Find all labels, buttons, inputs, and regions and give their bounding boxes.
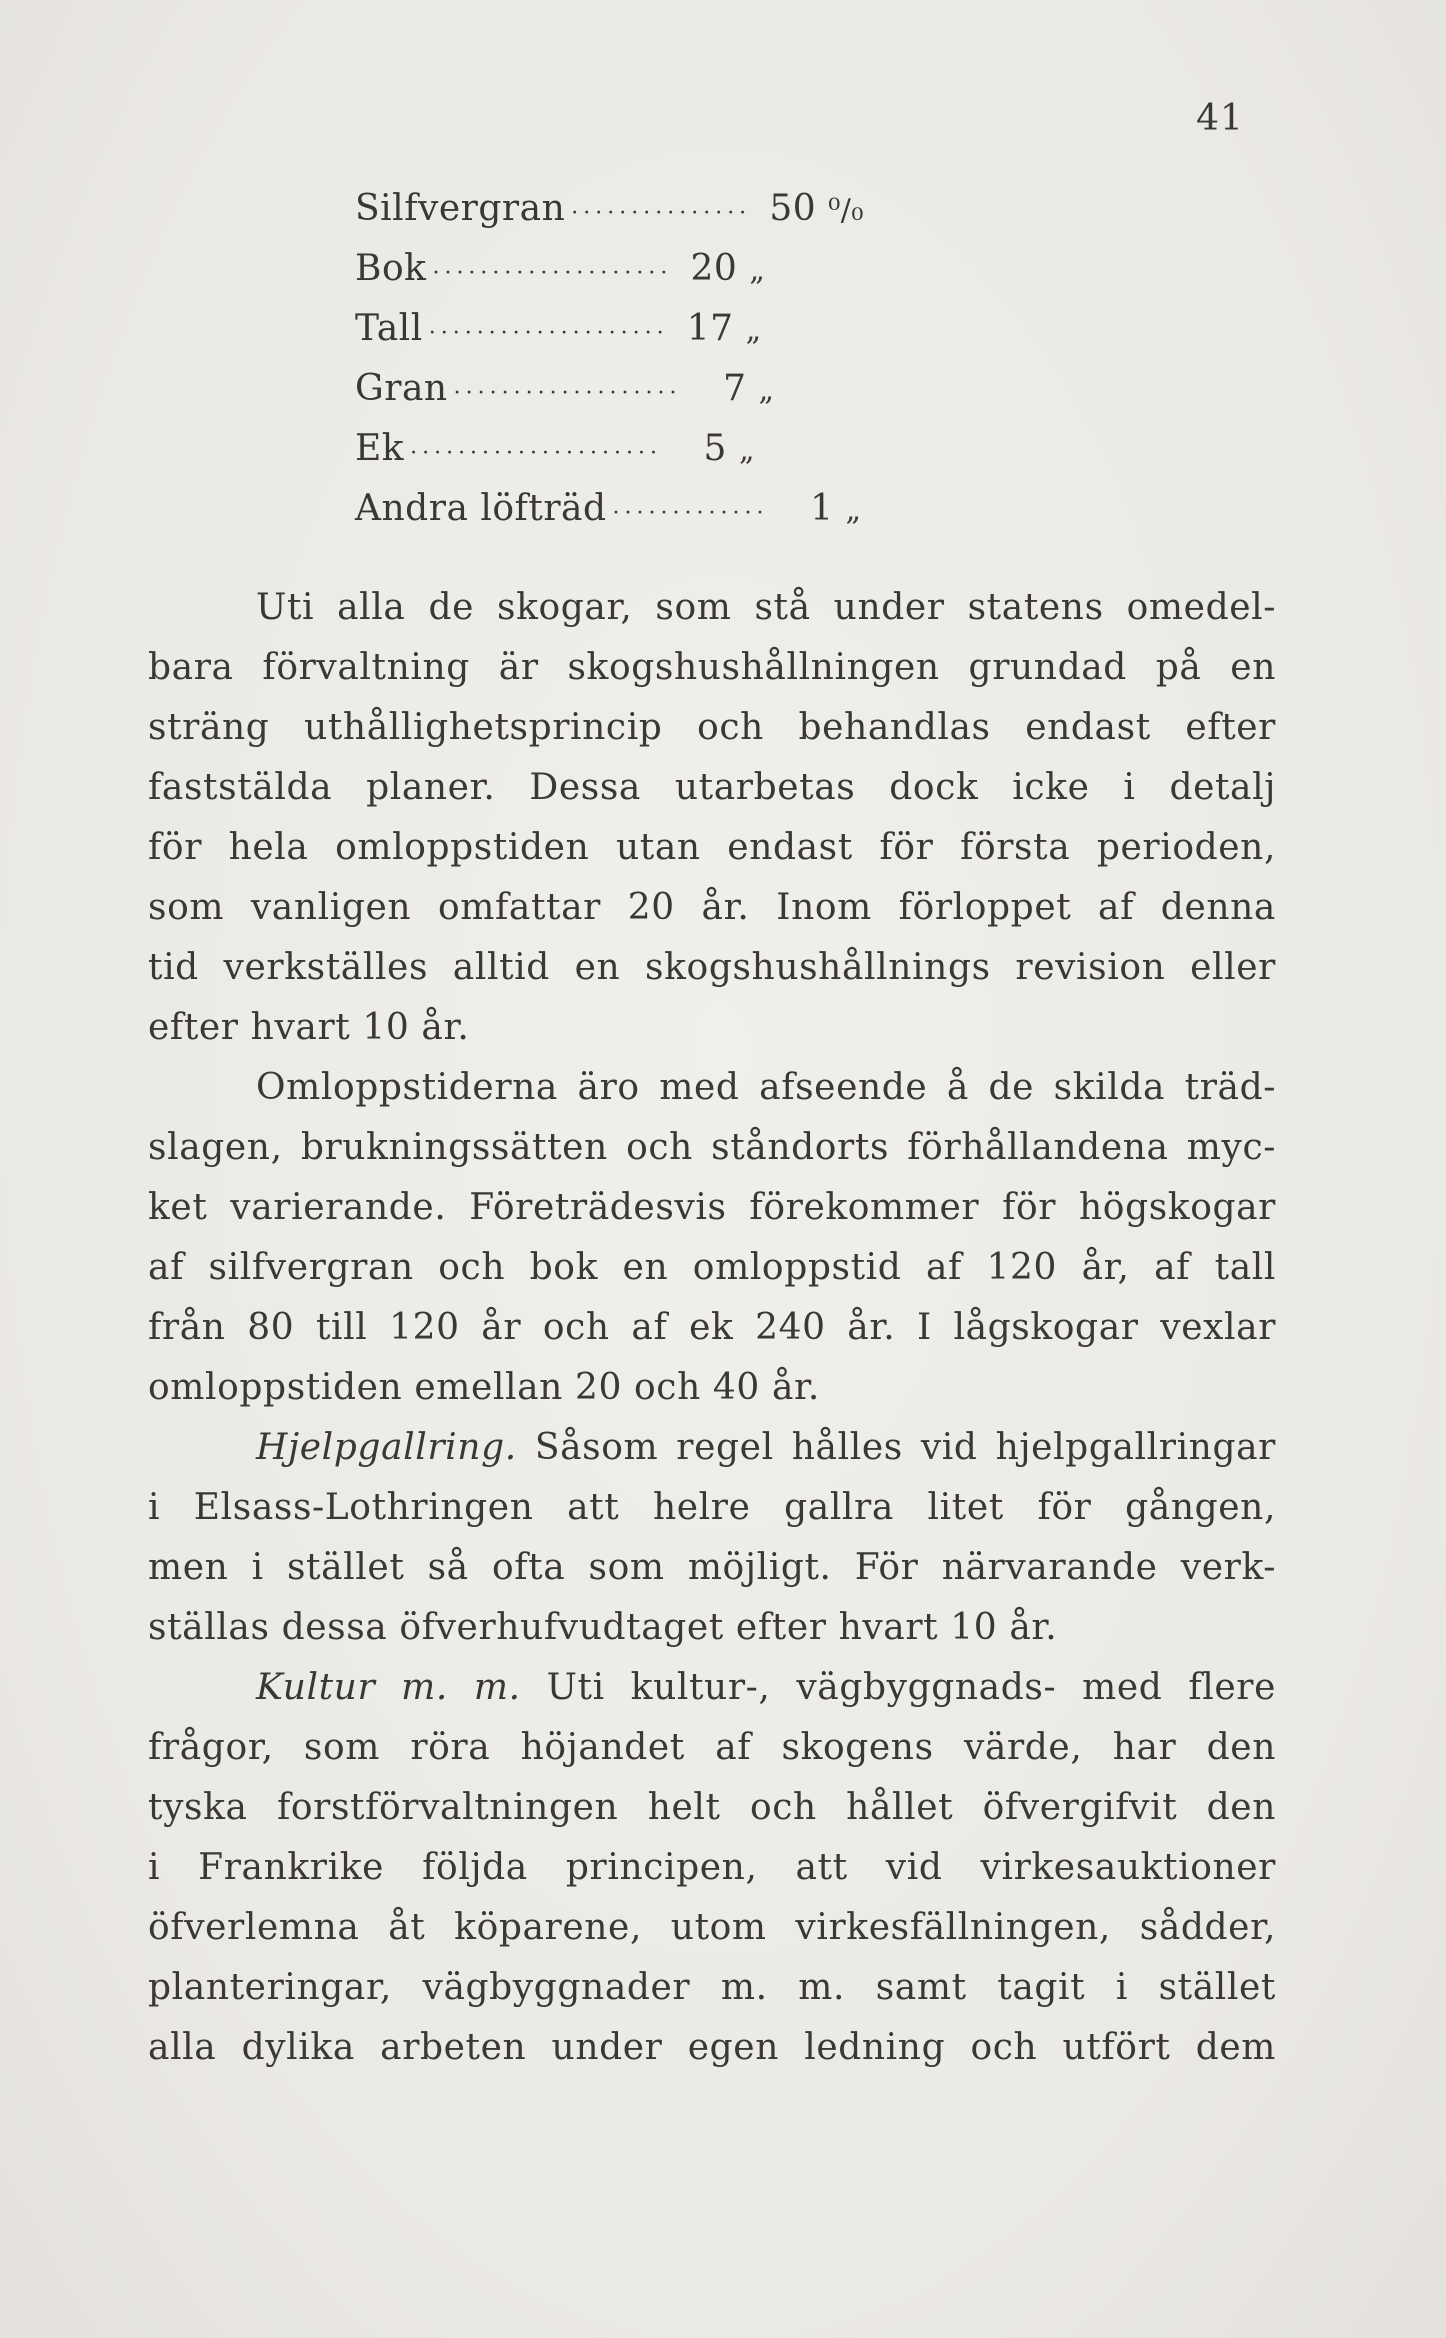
dot-leader: ·············	[612, 501, 769, 526]
dot-leader: ····················	[428, 321, 669, 346]
section-heading-hjelpgallring: Hjelpgallring.	[256, 1427, 517, 1468]
text-line: tyska forstförvaltningen helt och hållet öfvergifvit den	[148, 1787, 1276, 1828]
species-distribution-table	[355, 188, 1115, 548]
text-line	[148, 1658, 1276, 1718]
text-line: bara förvaltning är skogshushållningen grundad på en	[148, 647, 1276, 688]
text-line: faststälda planer. Dessa utarbetas dock icke i detalj	[148, 767, 1276, 808]
species-name: Ek	[355, 428, 405, 469]
dot-leader: ···············	[571, 201, 752, 226]
paragraph-omloppstider	[148, 1058, 1276, 1418]
text-line: Uti alla de skogar, som stå under statens omedel-	[256, 587, 1276, 628]
dot-leader: ·····················	[410, 441, 662, 466]
species-value: 5	[703, 428, 727, 469]
text-line: ket varierande. Företrädesvis förekommer för högskogar	[148, 1187, 1276, 1228]
species-unit: „	[749, 253, 766, 288]
text-line: alla dylika arbeten under egen ledning och utfört dem	[148, 2027, 1276, 2068]
species-value: 7	[723, 368, 747, 409]
species-unit: „	[758, 373, 775, 408]
species-row	[355, 488, 1115, 548]
text-line	[148, 1418, 1276, 1478]
text-line: i Frankrike följda principen, att vid virkesauktioner	[148, 1847, 1276, 1888]
species-value: 1	[810, 488, 834, 529]
body-text	[148, 578, 1276, 2078]
species-row	[355, 368, 1115, 428]
species-unit: „	[845, 493, 862, 528]
species-name: Tall	[355, 308, 423, 349]
species-unit: ⁰/₀	[828, 193, 864, 228]
section-heading-kultur: Kultur m. m.	[256, 1667, 521, 1708]
text-line-rest: Såsom regel hålles vid hjelpgallringar	[534, 1427, 1276, 1468]
paragraph-statens-skogar	[148, 578, 1276, 1058]
species-row	[355, 428, 1115, 488]
species-name: Andra löfträd	[355, 488, 607, 529]
text-line: efter hvart 10 år.	[148, 1007, 470, 1048]
text-line: omloppstiden emellan 20 och 40 år.	[148, 1367, 820, 1408]
text-line: men i stället så ofta som möjligt. För närvarande verk-	[148, 1547, 1276, 1588]
species-value: 17	[686, 308, 734, 349]
dot-leader: ····················	[432, 261, 673, 286]
species-unit: „	[745, 313, 762, 348]
text-line: ställas dessa öfverhufvudtaget efter hvart 10 år.	[148, 1607, 1058, 1648]
species-row	[355, 188, 1115, 248]
species-row	[355, 248, 1115, 308]
species-unit: „	[738, 433, 755, 468]
species-name: Silfvergran	[355, 188, 566, 229]
paragraph-hjelpgallring	[148, 1418, 1276, 1658]
species-row	[355, 308, 1115, 368]
text-line: Omloppstiderna äro med afseende å de skilda träd-	[256, 1067, 1276, 1108]
species-name: Gran	[355, 368, 448, 409]
text-line: öfverlemna åt köparene, utom virkesfällningen, sådder,	[148, 1907, 1276, 1948]
text-line: frågor, som röra höjandet af skogens värde, har den	[148, 1727, 1276, 1768]
text-line: sträng uthållighetsprincip och behandlas endast efter	[148, 707, 1276, 748]
page-number: 41	[1196, 98, 1244, 139]
text-line: planteringar, vägbyggnader m. m. samt tagit i stället	[148, 1967, 1276, 2008]
text-line: slagen, brukningssätten och ståndorts förhållandena myc-	[148, 1127, 1276, 1168]
text-line: för hela omloppstiden utan endast för första perioden,	[148, 827, 1276, 868]
species-value: 50	[769, 188, 817, 229]
species-value: 20	[690, 248, 738, 289]
paragraph-kultur	[148, 1658, 1276, 2078]
text-line: från 80 till 120 år och af ek 240 år. I lågskogar vexlar	[148, 1307, 1276, 1348]
dot-leader: ···················	[453, 381, 682, 406]
text-line-rest: Uti kultur-, vägbyggnads- med flere	[546, 1667, 1276, 1708]
text-line: i Elsass-Lothringen att helre gallra litet för gången,	[148, 1487, 1276, 1528]
text-line: af silfvergran och bok en omloppstid af 120 år, af tall	[148, 1247, 1276, 1288]
species-name: Bok	[355, 248, 427, 289]
text-line: tid verkställes alltid en skogshushållnings revision eller	[148, 947, 1276, 988]
text-line: som vanligen omfattar 20 år. Inom förloppet af denna	[148, 887, 1276, 928]
